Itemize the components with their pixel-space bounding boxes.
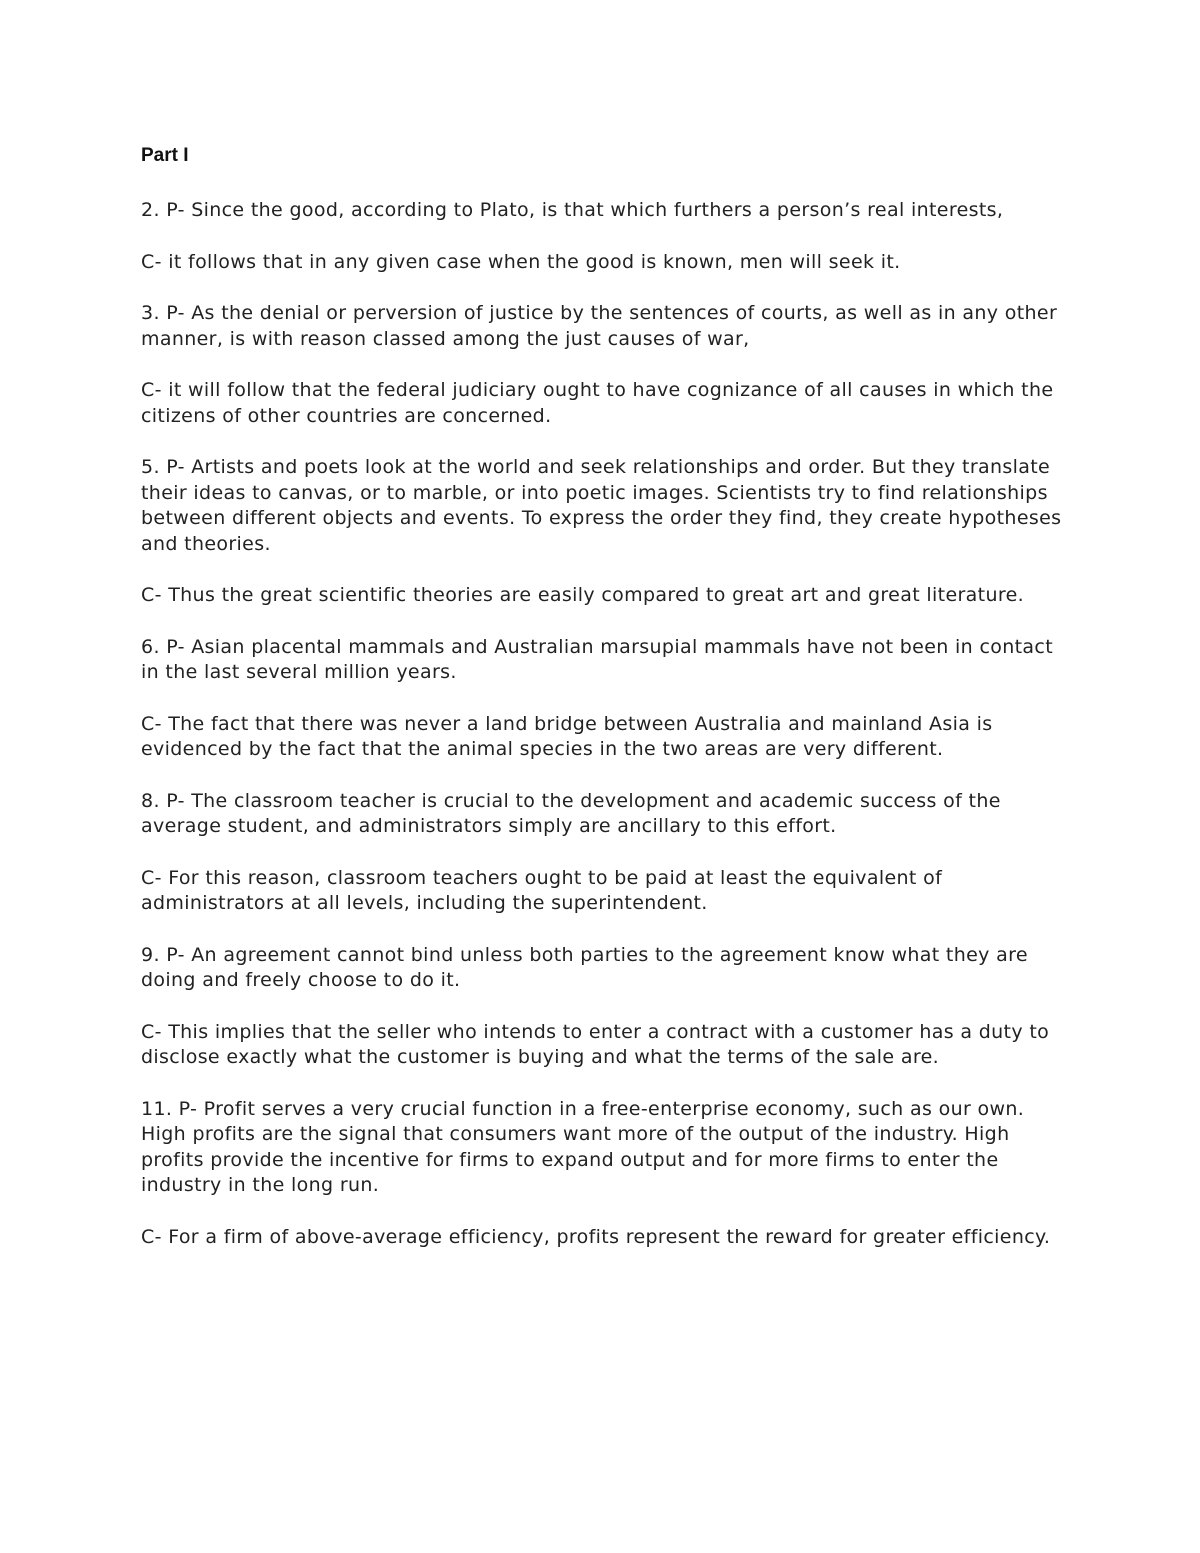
premise-5: 5. P- Artists and poets look at the world and seek relationships and order. But they translate their ideas to canvas, or to marble, or into poetic images. Scientists try to find relationships between different objects and events. To express the order they find, they create hypotheses and theories.: [141, 456, 1062, 555]
premise-8: 8. P- The classroom teacher is crucial to the development and academic success of the average student, and administrators simply are ancillary to this effort.: [141, 789, 1001, 837]
conclusion-5: C- Thus the great scientific theories are easily compared to great art and great literature.: [141, 584, 1025, 606]
conclusion-9: C- This implies that the seller who intends to enter a contract with a customer has a duty to disclose exactly what the customer is buying and what the terms of the sale are.: [141, 1020, 1050, 1068]
premise-11: 11. P- Profit serves a very crucial function in a free-enterprise economy, such as our own. High profits are the signal that consumers want more of the output of the industry. High profits provide the incentive for firms to expand output and for more firms to enter the industry in the long run.: [141, 1097, 1025, 1196]
premise-2: 2. P- Since the good, according to Plato, is that which furthers a person’s real interests,: [141, 199, 1004, 221]
conclusion-11: C- For a firm of above-average efficiency, profits represent the reward for greater efficiency.: [141, 1225, 1051, 1248]
conclusion-3: C- it will follow that the federal judiciary ought to have cognizance of all causes in which the citizens of other countries are concerned.: [141, 379, 1054, 427]
conclusion-2: C- it follows that in any given case when the good is known, men will seek it.: [141, 250, 901, 273]
document-page: [141, 142, 1071, 1276]
premise-3: 3. P- As the denial or perversion of justice by the sentences of courts, as well as in any other manner, is with reason classed among the just causes of war,: [141, 302, 1058, 350]
conclusion-6: C- The fact that there was never a land bridge between Australia and mainland Asia is evidenced by the fact that the animal species in the two areas are very different.: [141, 712, 993, 760]
document-heading: Part I: [141, 145, 189, 166]
premise-9: 9. P- An agreement cannot bind unless both parties to the agreement know what they are doing and freely choose to do it.: [141, 943, 1028, 991]
conclusion-8: C- For this reason, classroom teachers ought to be paid at least the equivalent of administrators at all levels, including the superintendent.: [141, 866, 943, 914]
premise-6: 6. P- Asian placental mammals and Australian marsupial mammals have not been in contact in the last several million years.: [141, 635, 1053, 683]
